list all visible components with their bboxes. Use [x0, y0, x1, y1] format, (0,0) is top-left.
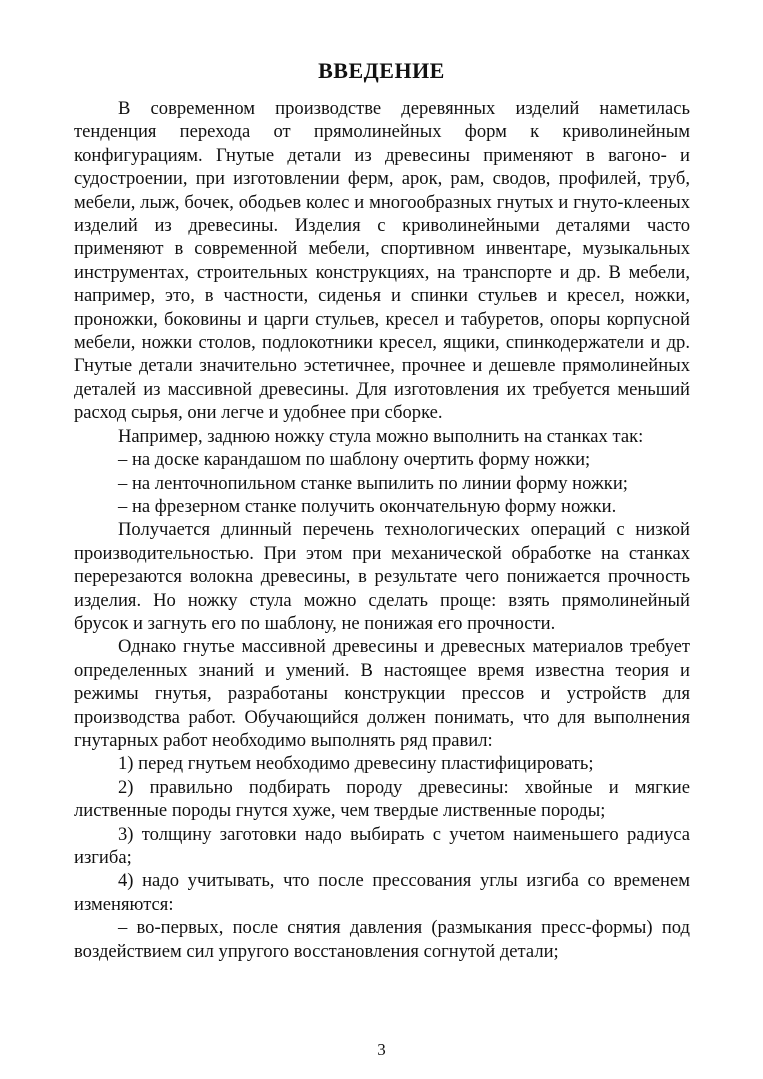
list-item: 1) перед гнутьем необходимо древесину пластифицировать;: [118, 753, 594, 775]
list-item: – на ленточнопильном станке выпилить по линии форму ножки;: [118, 472, 628, 494]
paragraph: Получается длинный перечень технологических операций с низкой производительностью. При этом при механической обработке на станках перерезаются волокна древесины, в результате чего понижается прочность изделия. Но ножку стула можно сделать проще: взять прямолинейный брусок и загнуть его по шаблону, не понижая его прочности.: [74, 519, 690, 634]
list-item: 4) надо учитывать, что после прессования углы изгиба со временем изменяются:: [74, 870, 690, 915]
list-item: 3) толщину заготовки надо выбирать с учетом наименьшего радиуса изгиба;: [74, 823, 690, 868]
paragraph: Однако гнутье массивной древесины и древесных материалов требует определенных знаний и умений. В настоящее время известна теория и режимы гнутья, разработаны конструкции прессов и устройств для производства работ. Обучающийся должен понимать, что для выполнения гнутарных работ необходимо выполнять ряд правил:: [74, 636, 690, 751]
page-title: ВВЕДЕНИЕ: [318, 58, 445, 83]
list-item: – на фрезерном станке получить окончательную форму ножки.: [118, 495, 617, 517]
paragraph: В современном производстве деревянных изделий наметилась тенденция перехода от прямолинейных форм к криволинейным конфигурациям. Гнутые детали из древесины применяют в вагоно- и судостроении, при изготовлении ферм, арок, рам, сводов, профилей, труб, мебели, лыж, бочек, ободьев колес и многообразных гнутых и гнуто-клееных изделий из древесины. Изделия с криволинейными деталями часто применяют в современной мебели, спортивном инвентаре, музыкальных инструментах, строительных конструкциях, на транспорте и др. В мебели, например, это, в частности, сиденья и спинки стульев и кресел, ножки, проножки, боковины и царги стульев, кресел и табуретов, опоры корпусной мебели, ножки столов, подлокотники кресел, ящики, спинкодержатели и др. Гнутые детали значительно эстетичнее, прочнее и дешевле прямолинейных деталей из массивной древесины. Для изготовления их требуется меньший расход сырья, они легче и удобнее при сборке.: [74, 98, 690, 424]
list-item: 2) правильно подбирать породу древесины: хвойные и мягкие лиственные породы гнутся хуже, чем твердые лиственные породы;: [74, 776, 690, 822]
list-item: – на доске карандашом по шаблону очертить форму ножки;: [118, 449, 591, 471]
list-item: – во-первых, после снятия давления (размыкания пресс-формы) под воздействием сил упругого восстановления согнутой детали;: [74, 917, 690, 962]
body-text: [74, 97, 690, 963]
page-number: 3: [377, 1040, 386, 1059]
paragraph: Например, заднюю ножку стула можно выполнить на станках так:: [118, 425, 644, 447]
